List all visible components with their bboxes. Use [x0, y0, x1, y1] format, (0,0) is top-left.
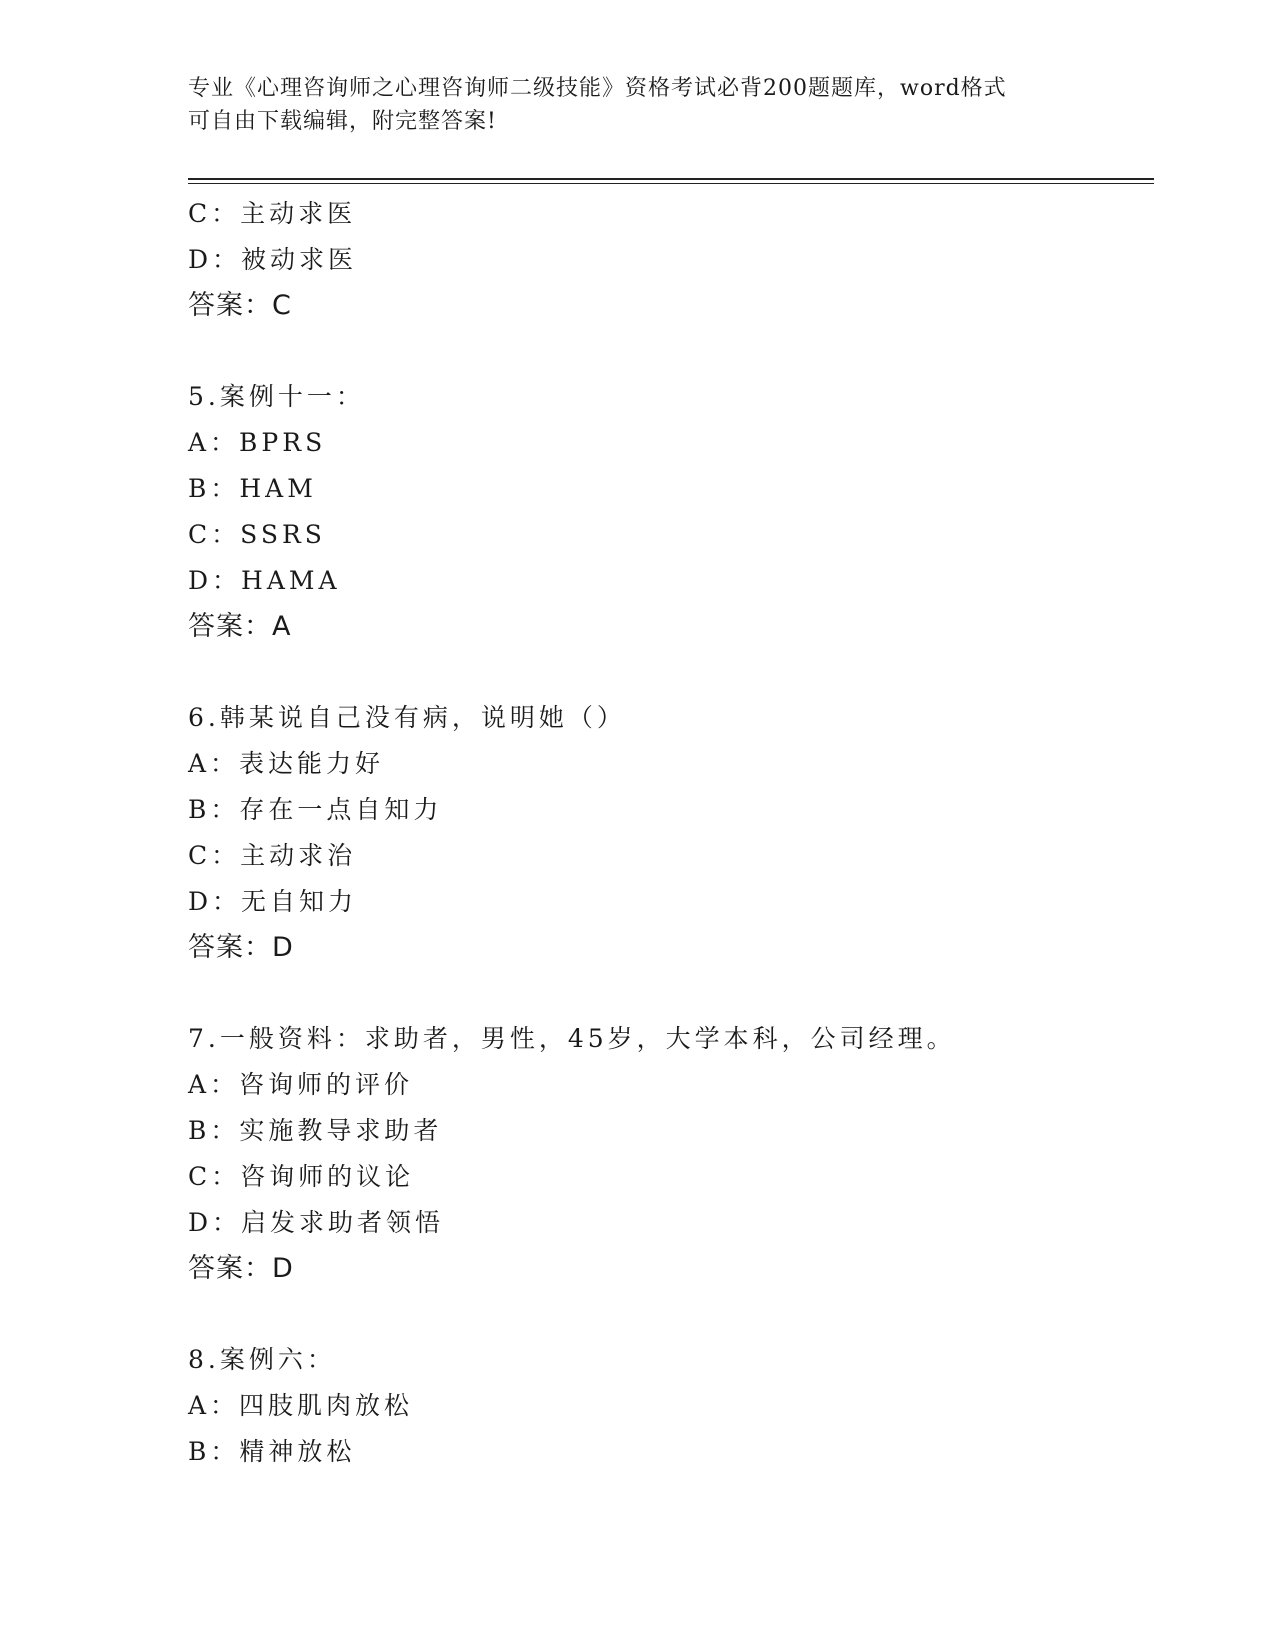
option-d: D：启发求助者领悟: [188, 1208, 445, 1237]
question-text: 7.一般资料：求助者，男性，45岁，大学本科，公司经理。: [188, 1024, 956, 1053]
option-a: A：四肢肌肉放松: [188, 1391, 414, 1420]
header-title-line-2: 可自由下载编辑，附完整答案!: [188, 109, 497, 134]
option-b: B：存在一点自知力: [188, 795, 443, 824]
option-a: A：咨询师的评价: [188, 1070, 414, 1099]
option-d: D：HAMA: [188, 566, 341, 595]
block-spacer: [188, 329, 1138, 374]
option-b: B：HAM: [188, 474, 317, 503]
header-title-line-1: 专业《心理咨询师之心理咨询师二级技能》资格考试必背200题题库，word格式: [188, 76, 1007, 101]
answer-line: 答案：D: [188, 1253, 294, 1284]
question-text: 8.案例六：: [188, 1345, 336, 1374]
option-a: A：BPRS: [188, 428, 327, 457]
block-spacer: [188, 1292, 1138, 1337]
answer-line: 答案：C: [188, 290, 292, 321]
block-spacer: [188, 971, 1138, 1016]
option-d: D：被动求医: [188, 245, 358, 274]
option-d: D：无自知力: [188, 887, 358, 916]
question-block-7: [188, 1016, 1138, 1292]
option-a: A：表达能力好: [188, 749, 385, 778]
option-b: B：精神放松: [188, 1437, 356, 1466]
option-c: C：主动求医: [188, 199, 357, 228]
header-divider-thin: [188, 183, 1154, 184]
answer-line: 答案：D: [188, 932, 294, 963]
document-header: [188, 72, 1088, 138]
question-block-5: [188, 374, 1138, 650]
question-block-6: [188, 695, 1138, 971]
question-block-8: [188, 1337, 1138, 1475]
question-text: 5.案例十一：: [188, 382, 365, 411]
option-c: C：SSRS: [188, 520, 326, 549]
question-list: [188, 191, 1138, 1475]
header-divider-thick: [188, 178, 1154, 180]
question-block-4: [188, 191, 1138, 329]
option-c: C：咨询师的议论: [188, 1162, 415, 1191]
option-c: C：主动求治: [188, 841, 357, 870]
block-spacer: [188, 650, 1138, 695]
answer-line: 答案：A: [188, 611, 292, 642]
question-text: 6.韩某说自己没有病，说明她（）: [188, 703, 626, 732]
option-b: B：实施教导求助者: [188, 1116, 443, 1145]
